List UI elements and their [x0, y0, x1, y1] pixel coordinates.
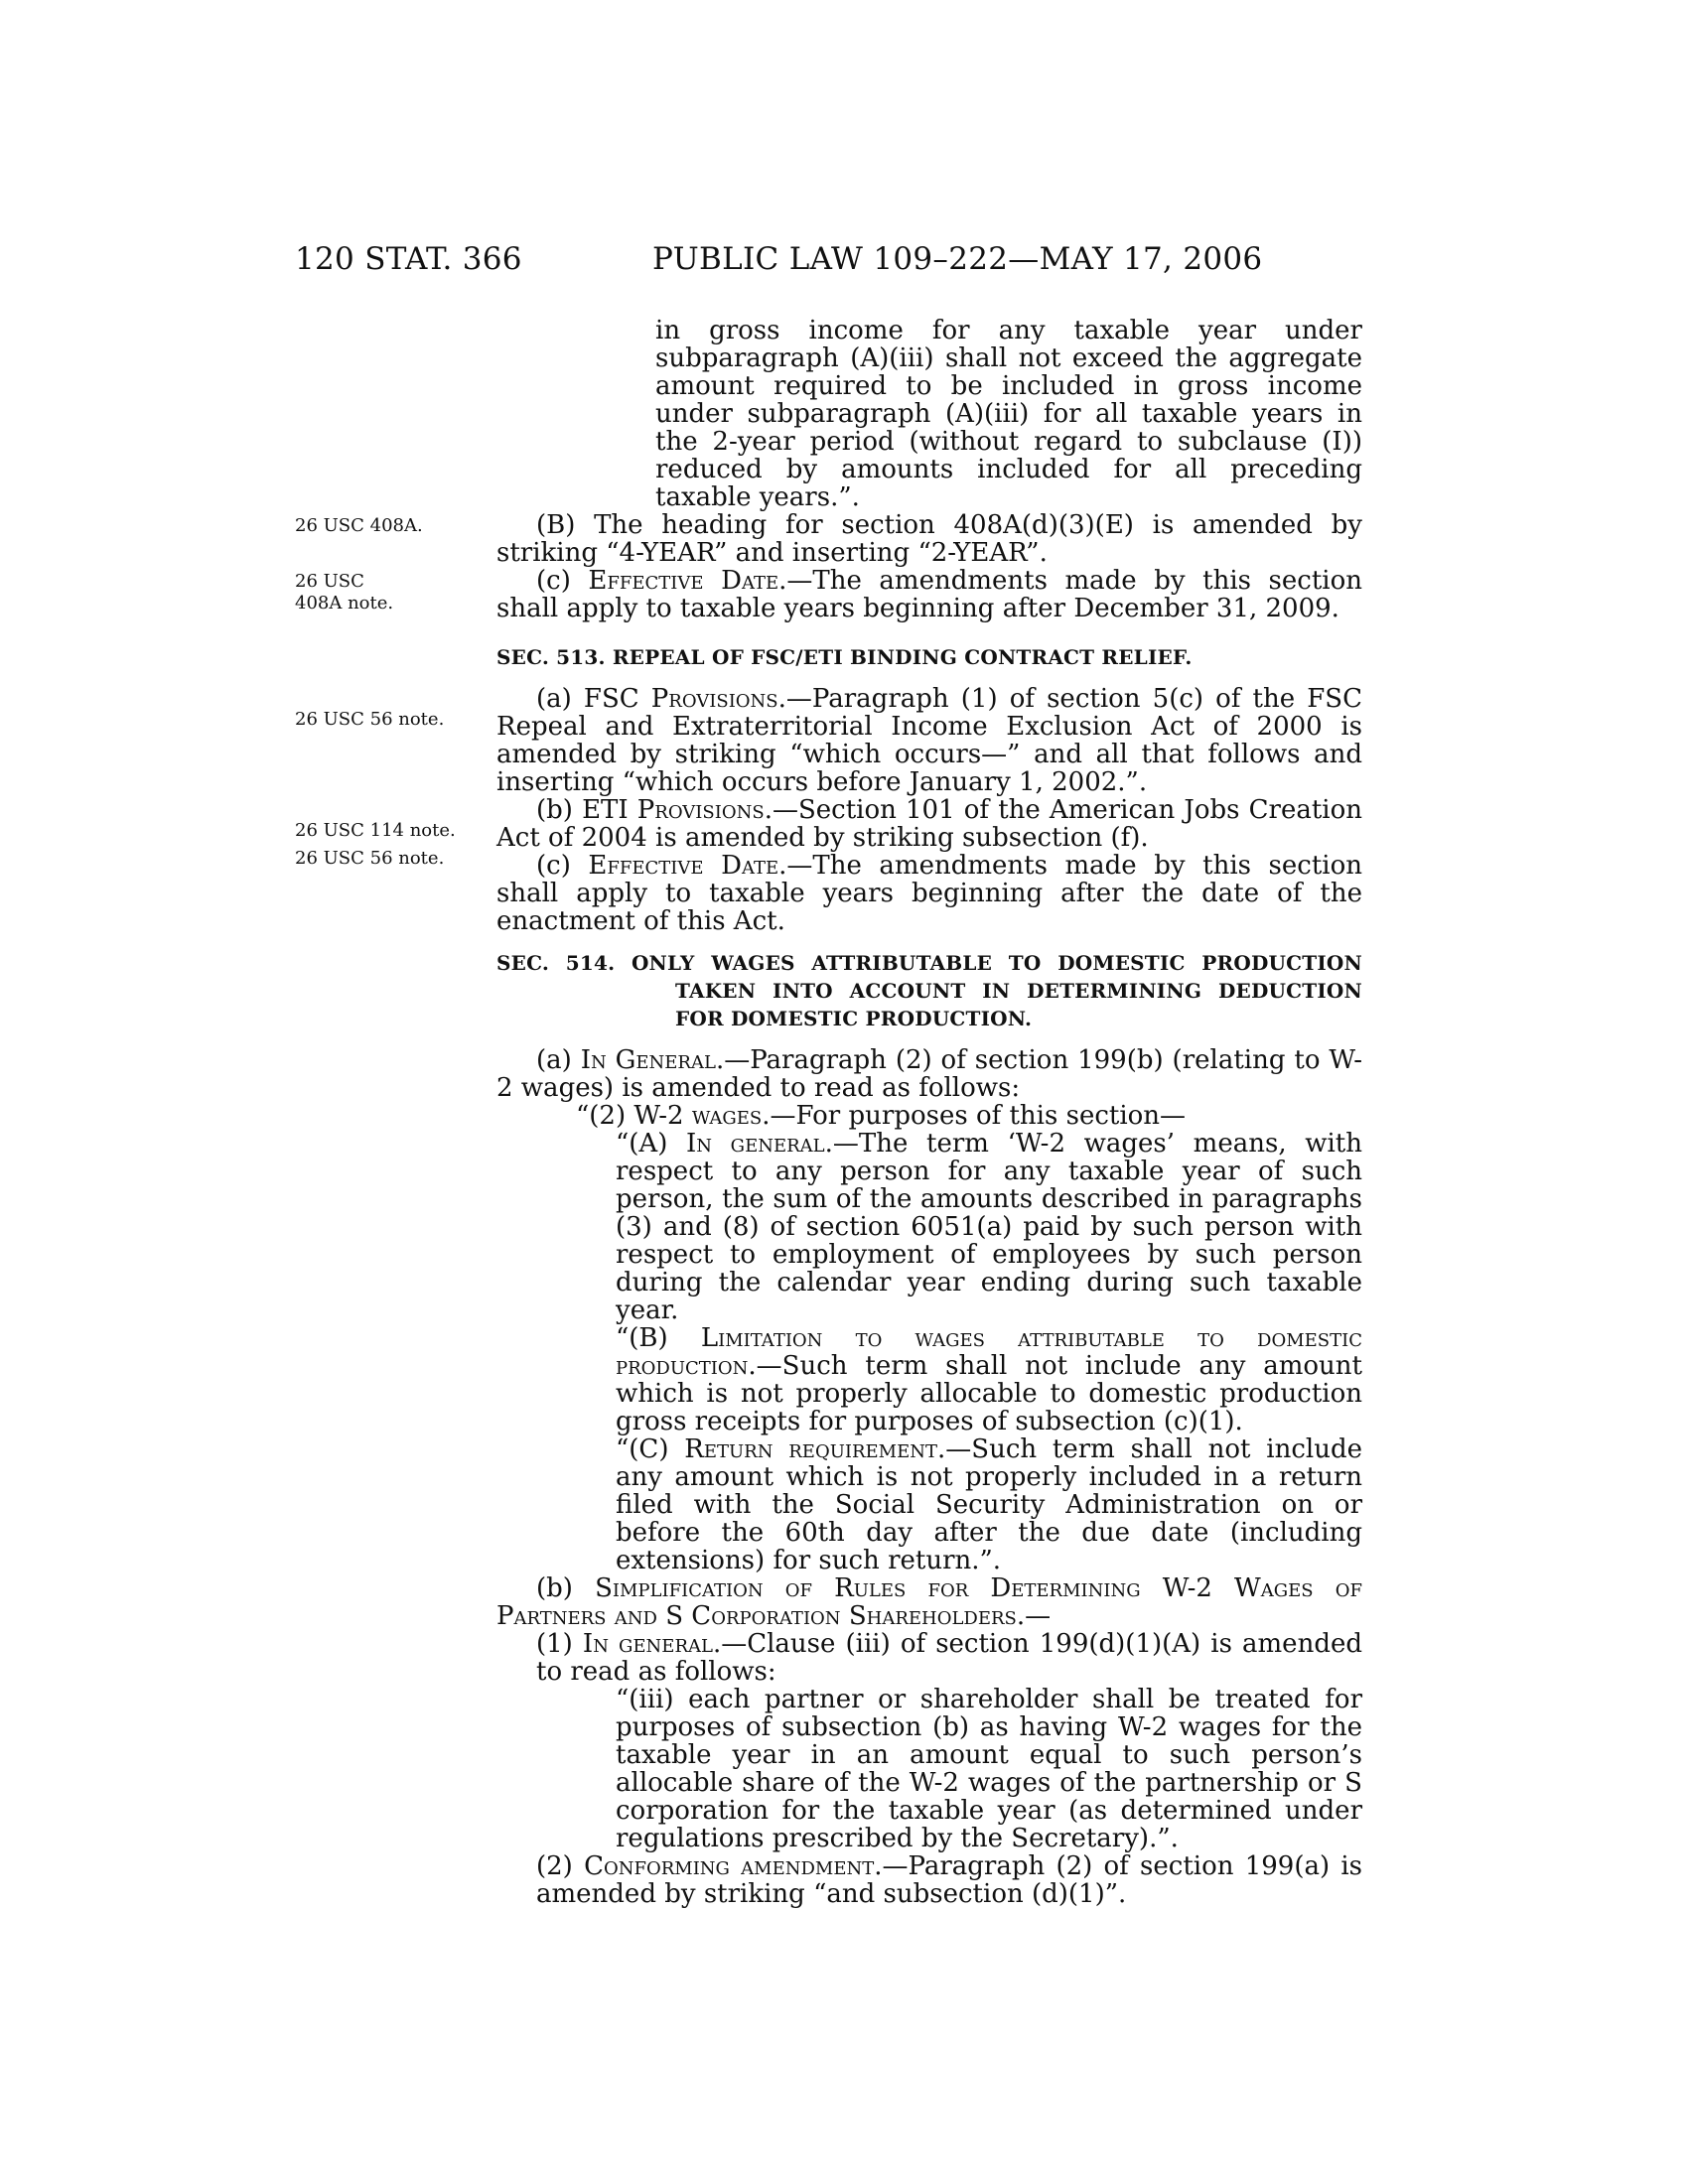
section-514 [496, 949, 1362, 1908]
paragraph-2-conforming-amendment: (2) Conforming amendment.—Paragraph (2) of section 199(a) is amended by striking “and subsection (d)(1)”. [536, 1851, 1363, 1909]
section-513-heading: SEC. 513. REPEAL OF FSC/ETI BINDING CONTRACT RELIEF. [496, 645, 1193, 669]
paragraph-1-in-general: (1) In general.—Clause (iii) of section 199(d)(1)(A) is amended to read as follows: [536, 1629, 1362, 1687]
subparagraph-c-return-requirement: “(C) Return requirement.—Such term shall not include any amount which is not properly included in a return filed with the Social Security Administration on or before the 60th day after the due date (including extensions) for such return.”. [616, 1434, 1362, 1575]
sec514-paragraph-b: (b) Simplification of Rules for Determining W-2 Wages of Partners and S Corporation Shareholders.— [496, 1573, 1362, 1631]
margin-note: 26 USC 56 note. [295, 709, 445, 730]
margin-note: 26 USC 114 note. [295, 820, 456, 841]
public-law-title: PUBLIC LAW 109–222—MAY 17, 2006 [652, 241, 1263, 277]
margin-note: 26 USC 56 note. [295, 848, 445, 869]
sec513-paragraph-b: (b) ETI Provisions.—Section 101 of the American Jobs Creation Act of 2004 is amended by striking subsection (f). [496, 795, 1362, 853]
subparagraph-b-limitation: “(B) Limitation to wages attributable to domestic production.—Such term shall not include any amount which is not properly allocable to domestic production gross receipts for purposes of subsection (c)(1). [616, 1323, 1362, 1436]
clause-iii: “(iii) each partner or shareholder shall be treated for purposes of subsection (b) as having W-2 wages for the taxable year in an amount equal to such person’s allocable share of the W-2 wages of the partnership or S corporation for the taxable year (as determined under regulations prescribed by the Secretary).”. [616, 1685, 1362, 1853]
paragraph-c-effective-date: (c) Effective Date.—The amendments made by this section shall apply to taxable years beginning after December 31, 2009. [496, 566, 1362, 623]
sec513-paragraph-c: (c) Effective Date.—The amendments made by this section shall apply to taxable years beginning after the date of the enactment of this Act. [496, 851, 1362, 936]
continued-paragraph: in gross income for any taxable year under subparagraph (A)(iii) shall not exceed the aggregate amount required to be included in gross income under subparagraph (A)(iii) for all taxable years in the 2-year period (without regard to subclause (I)) reduced by amounts included for all preceding taxable years.”. [655, 316, 1362, 512]
section-514-heading: SEC. 514. ONLY WAGES ATTRIBUTABLE TO DOMESTIC PRODUCTION TAKEN INTO ACCOUNT IN DETERMINING DEDUCTION FOR DOMESTIC PRODUCTION. [496, 951, 1362, 1030]
subparagraph-a-in-general: “(A) In general.—The term ‘W-2 wages’ means, with respect to any person for any taxable year of such person, the sum of the amounts described in paragraphs (3) and (8) of section 6051(a) paid by such person with respect to employment of employees by such person during the calendar year ending during such taxable year. [616, 1129, 1362, 1325]
sec514-paragraph-a: (a) In General.—Paragraph (2) of section 199(b) (relating to W-2 wages) is amended to read as follows: [496, 1045, 1362, 1103]
statute-page-number: 120 STAT. 366 [295, 241, 522, 277]
margin-note: 26 USC 408A. [295, 515, 423, 536]
top-continued-block [496, 317, 1362, 622]
margin-note: 26 USC 408A note. [295, 571, 394, 614]
paragraph-b: (B) The heading for section 408A(d)(3)(E) is amended by striking “4-YEAR” and inserting “2-YEAR”. [496, 510, 1362, 568]
paragraph-2-w2-wages: “(2) W-2 wages.—For purposes of this section— [576, 1101, 1187, 1131]
page-header [0, 241, 1688, 281]
section-513 [496, 643, 1362, 935]
sec513-paragraph-a: (a) FSC Provisions.—Paragraph (1) of section 5(c) of the FSC Repeal and Extraterritorial Income Exclusion Act of 2000 is amended by striking “which occurs—” and all that follows and inserting “which occurs before January 1, 2002.”. [496, 684, 1362, 797]
